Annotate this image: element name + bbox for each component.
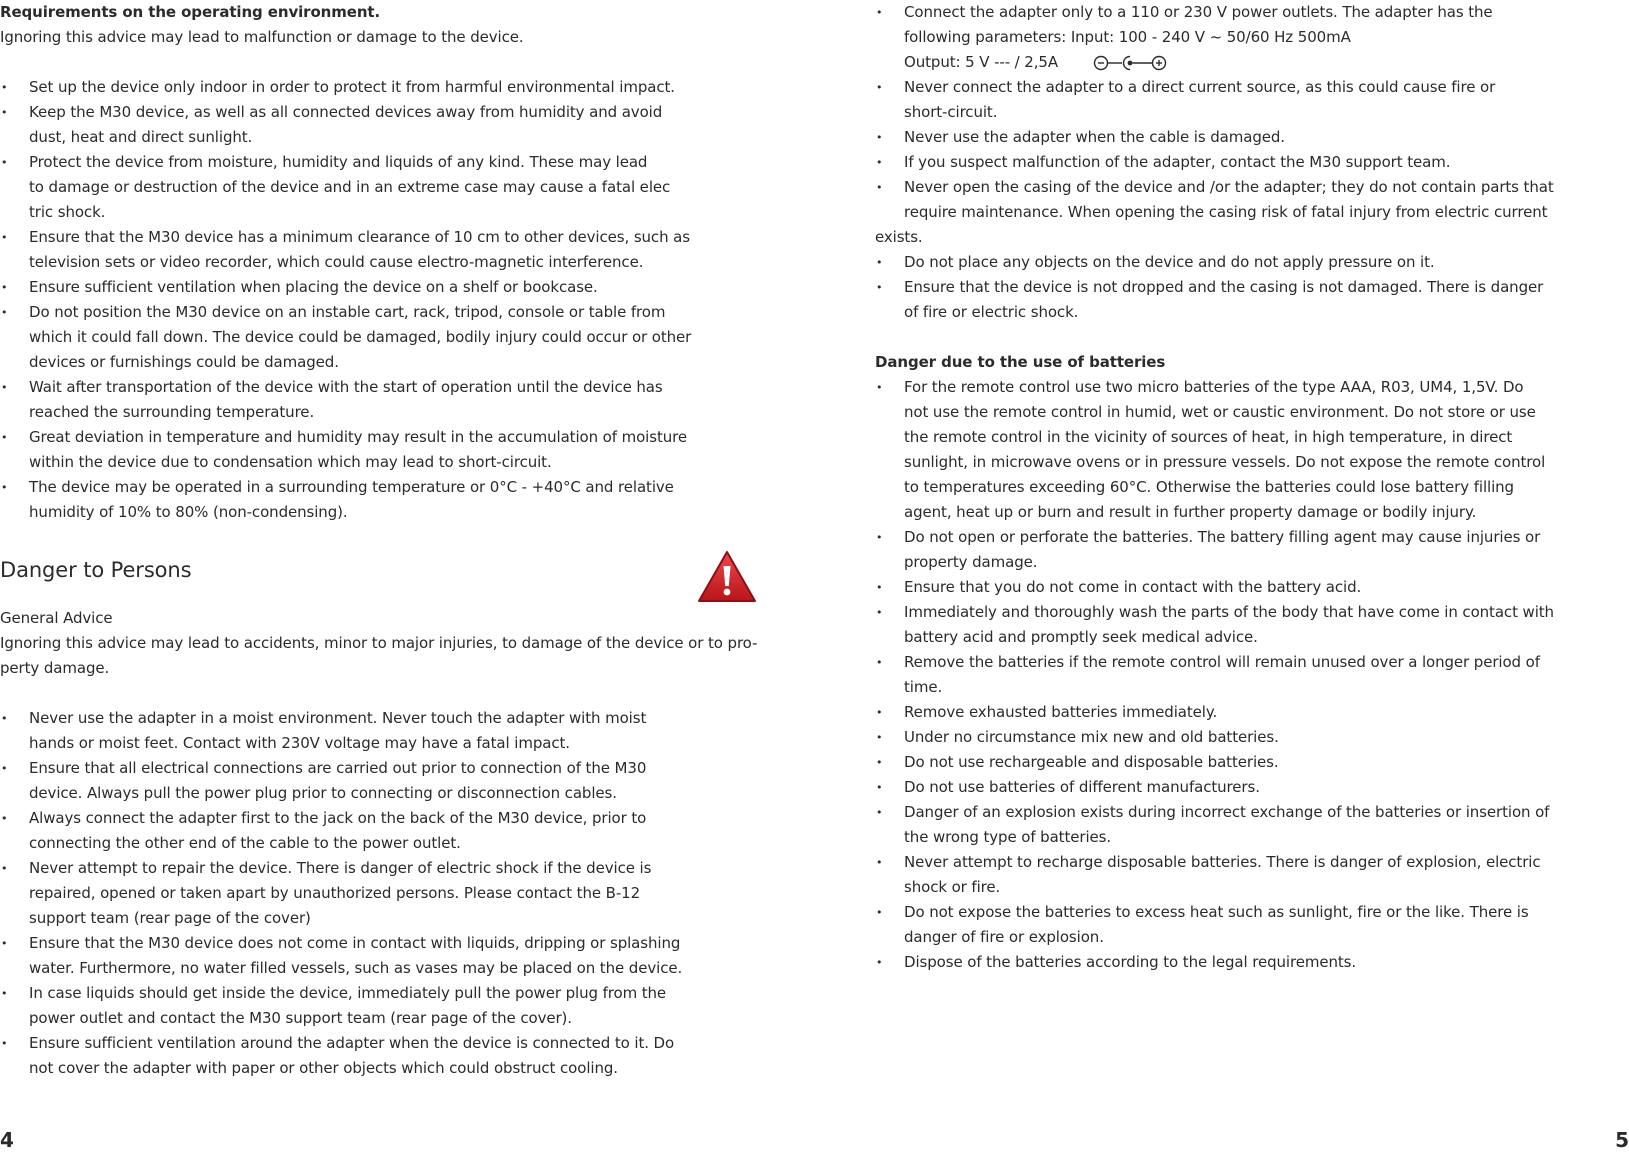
general-list: [0, 706, 760, 1081]
list-item-line: battery acid and promptly seek medical advice.: [904, 628, 1258, 646]
list-item-line: • Immediately and thoroughly wash the parts of the body that have come in contact with: [904, 603, 1554, 621]
battery-list: [875, 375, 1555, 975]
list-item: [875, 175, 1555, 225]
list-item: [875, 800, 1555, 850]
list-item-line: within the device due to condensation which may lead to short-circuit.: [29, 453, 552, 471]
list-item-line: • Never connect the adapter to a direct current source, as this could cause fire or: [904, 78, 1496, 96]
list-item-line: connecting the other end of the cable to the power outlet.: [29, 834, 461, 852]
list-item: [875, 650, 1555, 700]
list-item: [875, 275, 1555, 325]
adapter-overflow-text: exists.: [875, 228, 923, 246]
list-item-line: • Ensure sufficient ventilation when placing the device on a shelf or bookcase.: [29, 278, 598, 296]
adapter-list: [875, 0, 1555, 75]
list-item-line: dust, heat and direct sunlight.: [29, 128, 253, 146]
list-item-line: • Ensure sufficient ventilation around the adapter when the device is connected to it. Do: [29, 1034, 675, 1052]
list-item: [0, 475, 760, 525]
list-item: [875, 75, 1555, 125]
page-number-left: 4: [0, 1128, 14, 1152]
list-item-line: • Set up the device only indoor in order to protect it from harmful environmental impact.: [29, 78, 675, 96]
list-item: [875, 125, 1555, 150]
list-item-line: the remote control in the vicinity of sources of heat, in high temperature, in direct: [904, 428, 1513, 446]
list-item-line: reached the surrounding temperature.: [29, 403, 315, 421]
list-item-line: sunlight, in microwave ovens or in pressure vessels. Do not expose the remote control: [904, 453, 1546, 471]
list-item: [875, 725, 1555, 750]
list-item: [0, 806, 760, 856]
list-item-line: agent, heat up or burn and result in further property damage or bodily injury.: [904, 503, 1477, 521]
list-item-line: • Ensure that all electrical connections are carried out prior to connection of the M30: [29, 759, 647, 777]
warning-triangle-icon: [697, 550, 757, 604]
list-item-line: • Do not place any objects on the device and do not apply pressure on it.: [904, 253, 1435, 271]
adapter-items-list: [875, 75, 1555, 225]
list-item-line: danger of fire or explosion.: [904, 928, 1104, 946]
list-item: [875, 900, 1555, 950]
list-item: [0, 981, 760, 1031]
list-item: [0, 275, 760, 300]
dc-polarity-icon: [1092, 54, 1168, 72]
list-item-line: • Keep the M30 device, as well as all connected devices away from humidity and avoid: [29, 103, 663, 121]
list-item-line: • Do not open or perforate the batteries. The battery filling agent may cause injuries or: [904, 528, 1541, 546]
list-item-line: • Ensure that the M30 device does not come in contact with liquids, dripping or splashing: [29, 934, 681, 952]
list-item: [875, 600, 1555, 650]
list-item: [875, 375, 1555, 525]
list-item: [0, 931, 760, 981]
list-item-line: hands or moist feet. Contact with 230V voltage may have a fatal impact.: [29, 734, 570, 752]
list-item: [0, 375, 760, 425]
list-item: [0, 75, 760, 100]
list-item-line: • Ensure that the device is not dropped and the casing is not damaged. There is danger: [904, 278, 1544, 296]
adapter-output-row: [904, 50, 1555, 75]
list-item-line: repaired, opened or taken apart by unauthorized persons. Please contact the B-12: [29, 884, 641, 902]
list-item: [875, 250, 1555, 275]
list-item: [0, 1031, 760, 1081]
list-item-line: of fire or electric shock.: [904, 303, 1079, 321]
list-item-line: • Protect the device from moisture, humidity and liquids of any kind. These may lead: [29, 153, 648, 171]
list-item-line: • Do not use rechargeable and disposable batteries.: [904, 753, 1279, 771]
list-item-line: • Under no circumstance mix new and old batteries.: [904, 728, 1279, 746]
list-item: [0, 756, 760, 806]
list-item-line: • Never use the adapter in a moist environment. Never touch the adapter with moist: [29, 709, 647, 727]
list-item-line: • Never attempt to recharge disposable batteries. There is danger of explosion, electric: [904, 853, 1541, 871]
device-items-list: [875, 250, 1555, 325]
battery-title: Danger due to the use of batteries: [875, 353, 1166, 371]
list-item-line: to damage or destruction of the device and in an extreme case may cause a fatal elec: [29, 178, 671, 196]
list-item: [0, 100, 760, 150]
list-item-line: • Never use the adapter when the cable is damaged.: [904, 128, 1285, 146]
list-item: [875, 525, 1555, 575]
list-item: [875, 950, 1555, 975]
list-item-line: • Ensure that you do not come in contact with the battery acid.: [904, 578, 1362, 596]
adapter-line-2: following parameters: Input: 100 - 240 V ~ 50/60 Hz 500mA: [904, 28, 1351, 46]
list-item-line: • In case liquids should get inside the device, immediately pull the power plug from the: [29, 984, 667, 1002]
list-item-line: shock or fire.: [904, 878, 1001, 896]
list-item: [0, 225, 760, 275]
list-item-line: • Dispose of the batteries according to the legal requirements.: [904, 953, 1357, 971]
list-item: [875, 775, 1555, 800]
list-item-line: tric shock.: [29, 203, 106, 221]
list-item-line: • Danger of an explosion exists during incorrect exchange of the batteries or insertion of: [904, 803, 1550, 821]
list-item: [0, 150, 760, 225]
list-item-line: • If you suspect malfunction of the adapter, contact the M30 support team.: [904, 153, 1451, 171]
list-item-line: • Always connect the adapter first to the jack on the back of the M30 device, prior to: [29, 809, 647, 827]
left-page: [0, 0, 760, 1081]
list-item: [0, 856, 760, 931]
list-item: [0, 425, 760, 475]
list-item: [875, 750, 1555, 775]
general-advice-title: General Advice: [0, 609, 113, 627]
list-item: [875, 850, 1555, 900]
list-item-line: • Wait after transportation of the device with the start of operation until the device has: [29, 378, 663, 396]
list-item-line: to temperatures exceeding 60°C. Otherwise the batteries could lose battery filling: [904, 478, 1514, 496]
list-item-line: not cover the adapter with paper or other objects which could obstruct cooling.: [29, 1059, 618, 1077]
list-item-line: short-circuit.: [904, 103, 998, 121]
list-item-line: devices or furnishings could be damaged.: [29, 353, 339, 371]
page-number-right: 5: [1615, 1128, 1629, 1152]
list-item-line: power outlet and contact the M30 support team (rear page of the cover).: [29, 1009, 572, 1027]
list-item-line: • The device may be operated in a surrounding temperature or 0°C - +40°C and relative: [29, 478, 674, 496]
list-item-line: support team (rear page of the cover): [29, 909, 311, 927]
list-item-line: • Great deviation in temperature and humidity may result in the accumulation of moisture: [29, 428, 688, 446]
general-intro-line-2: perty damage.: [0, 659, 110, 677]
list-item: [875, 0, 1555, 75]
list-item: [875, 150, 1555, 175]
list-item-line: humidity of 10% to 80% (non-condensing).: [29, 503, 348, 521]
list-item-line: television sets or video recorder, which could cause electro-magnetic interference.: [29, 253, 644, 271]
adapter-line-1: • Connect the adapter only to a 110 or 230 V power outlets. The adapter has the: [904, 3, 1493, 21]
list-item: [875, 700, 1555, 725]
list-item-line: • Do not expose the batteries to excess heat such as sunlight, fire or the like. There is: [904, 903, 1529, 921]
list-item-line: time.: [904, 678, 943, 696]
right-page: [875, 0, 1555, 975]
general-intro-line-1: Ignoring this advice may lead to accidents, minor to major injuries, to damage of the device or to pro-: [0, 634, 758, 652]
list-item-line: • Do not use batteries of different manufacturers.: [904, 778, 1260, 796]
list-item-line: • Ensure that the M30 device has a minimum clearance of 10 cm to other devices, such as: [29, 228, 690, 246]
list-item-line: • Do not position the M30 device on an instable cart, rack, tripod, console or table from: [29, 303, 666, 321]
list-item-line: property damage.: [904, 553, 1038, 571]
list-item-line: the wrong type of batteries.: [904, 828, 1112, 846]
list-item-line: device. Always pull the power plug prior to connecting or disconnection cables.: [29, 784, 617, 802]
list-item-line: water. Furthermore, no water filled vessels, such as vases may be placed on the device.: [29, 959, 683, 977]
list-item: [875, 575, 1555, 600]
env-title: Requirements on the operating environment.: [0, 3, 381, 21]
danger-to-persons-heading: Danger to Persons: [0, 558, 192, 582]
list-item-line: • Remove the batteries if the remote control will remain unused over a longer period of: [904, 653, 1540, 671]
list-item-line: • Never attempt to repair the device. There is danger of electric shock if the device is: [29, 859, 652, 877]
adapter-output: Output: 5 V --- / 2,5A: [904, 53, 1059, 71]
list-item: [0, 300, 760, 375]
list-item-line: which it could fall down. The device could be damaged, bodily injury could occur or other: [29, 328, 692, 346]
list-item-line: • Never open the casing of the device and /or the adapter; they do not contain parts that: [904, 178, 1554, 196]
list-item-line: • For the remote control use two micro batteries of the type AAA, R03, UM4, 1,5V. Do: [904, 378, 1524, 396]
env-intro: Ignoring this advice may lead to malfunction or damage to the device.: [0, 28, 524, 46]
list-item: [0, 706, 760, 756]
env-list: [0, 75, 760, 525]
list-item-line: require maintenance. When opening the casing risk of fatal injury from electric current: [904, 203, 1548, 221]
list-item-line: • Remove exhausted batteries immediately.: [904, 703, 1218, 721]
list-item-line: not use the remote control in humid, wet or caustic environment. Do not store or use: [904, 403, 1536, 421]
